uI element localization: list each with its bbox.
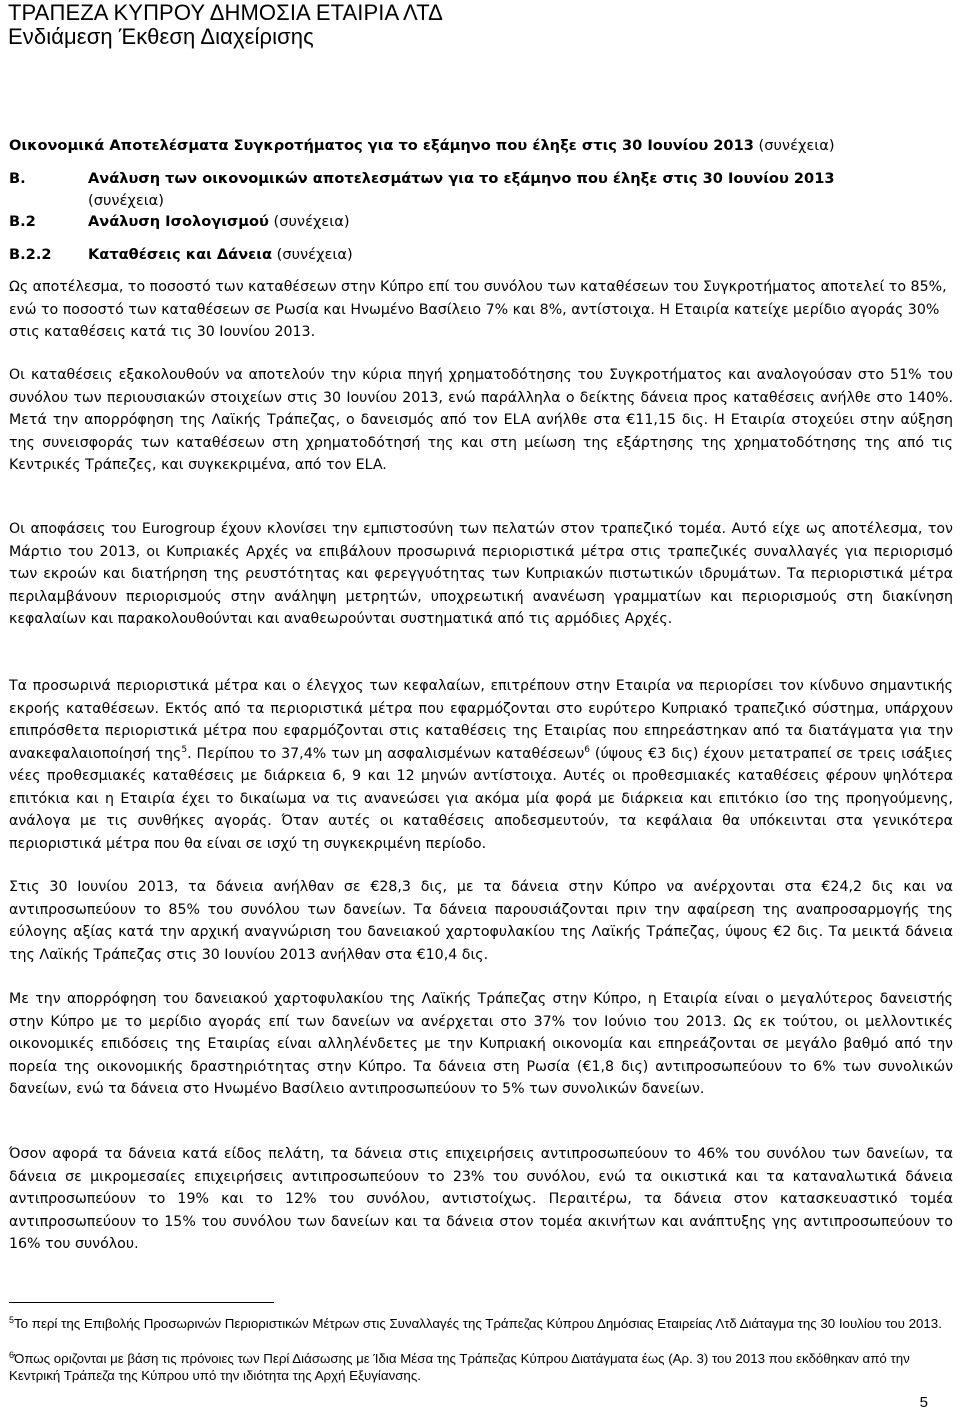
footnote-6 — [9, 1350, 949, 1385]
p4-text-b: . Περίπου το 37,4% των μη ασφαλισμένων καταθέσεων — [187, 745, 585, 762]
section-b2-number: Β.2 — [9, 213, 36, 230]
section-b-heading — [0, 168, 960, 212]
section-b2-continued: (συνέχεια) — [268, 213, 350, 230]
section-b22-title: Καταθέσεις και Δάνεια — [88, 246, 272, 263]
section-b-number: Β. — [9, 170, 26, 187]
p4-text-a: Τα προσωρινά περιοριστικά μέτρα και ο έλεγχος των κεφαλαίων, επιτρέπουν στην Εταιρία να περιορίσει τον κίνδυνο σημαντικής εκροής καταθέσεων. Εκτός από τα περιοριστικά μέτρα που εφαρμόζονται στο ευρύτερο Κυπριακό τραπεζικό σύστημα, υπάρχουν επιπρόσθετα περιοριστικά μέτρα που εφαρμόζονται στις καταθέσεις της Εταιρίας που επηρεάστηκαν από τα διατάγματα για την ανακεφαλαιοποίησή της — [9, 678, 953, 762]
footnote-5 — [9, 1315, 949, 1332]
footnote-5-number: 5 — [9, 1315, 15, 1325]
main-title-suffix: (συνέχεια) — [753, 137, 835, 154]
footnote-6-number: 6 — [9, 1350, 15, 1360]
header-report-title: Ενδιάμεση Έκθεση Διαχείρισης — [8, 24, 314, 49]
paragraph-deposits-share: Ως αποτέλεσμα, το ποσοστό των καταθέσεων στην Κύπρο επί του συνόλου των καταθέσεων του Συγκροτήματος αποτελεί το 85%, ενώ το ποσοστό των καταθέσεων σε Ρωσία και Ηνωμένο Βασίλειο 7% και 8%, αντίστοιχα. Η Εταιρία κατείχε μερίδιο αγοράς 30% στις καταθέσεις κατά τις 30 Ιουνίου 2013. — [9, 279, 947, 340]
paragraph-deposits-funding: Οι καταθέσεις εξακολουθούν να αποτελούν την κύρια πηγή χρηματοδότησης του Συγκροτήματος και αναλογούσαν στο 51% του συνόλου των περιουσιακών στοιχείων στις 30 Ιουνίου 2013, ενώ παράλληλα ο δείκτης δάνεια προς καταθέσεις ανήλθε στο 140%. Μετά την απορρόφηση της Λαϊκής Τράπεζας, ο δανεισμός από τον ELA ανήλθε στα €11,15 δις. Η Εταιρία στοχεύει στην αύξηση της συνεισφοράς των καταθέσεων στη χρηματοδότησή της και στη μείωση της εξάρτησης της χρηματοδότησης της από τις Κεντρικές Τράπεζες, και συγκεκριμένα, από τον ELA. — [9, 367, 953, 473]
section-b22-number: Β.2.2 — [9, 246, 52, 263]
section-b-title: Ανάλυση των οικονομικών αποτελεσμάτων για το εξάμηνο που έληξε στις 30 Ιουνίου 2013 — [88, 170, 835, 187]
section-b2-heading — [0, 211, 960, 233]
paragraph-restrictive-measures — [9, 675, 953, 855]
page-number: 5 — [919, 1394, 928, 1411]
footnote-ref-5: 5 — [181, 744, 188, 755]
section-b-continued: (συνέχεια) — [88, 192, 164, 209]
section-main-title — [9, 135, 835, 157]
footnote-6-text: Όπως οριζονται με βάση τις πρόνοιες των Περί Διάσωσης με Ίδια Μέσα της Τράπεζας Κύπρου Διατάγματα έως (Αρ. 3) του 2013 που εκδόθηκαν από την Κεντρική Τράπεζα της Κύπρου υπό την ιδιότητα της Αρχή Εξυγίανσης. — [9, 1351, 910, 1384]
footnote-ref-6: 6 — [584, 744, 591, 755]
main-title-bold: Οικονομικά Αποτελέσματα Συγκροτήματος για το εξάμηνο που έληξε στις 30 Ιουνίου 2013 — [9, 137, 754, 154]
paragraph-loan-portfolio: Με την απορρόφηση του δανειακού χαρτοφυλακίου της Λαϊκής Τράπεζας στην Κύπρο, η Εταιρία είναι ο μεγαλύτερος δανειστής στην Κύπρο με το μερίδιο αγοράς επί των δανείων να ανέρχεται στο 37% τον Ιούνιο του 2013. Ως εκ τούτου, οι μελλοντικές οικονομικές επιδόσεις της Εταιρίας είναι αλληλένδετες με την Κυπριακή οικονομία και επηρεάζονται σε μεγάλο βαθμό από την πορεία της οικονομικής δραστηριότητας στην Κύπρο. Τα δάνεια στη Ρωσία (€1,8 δις) αντιπροσωπεύουν το 6% των συνολικών δανείων, ενώ τα δάνεια στο Ηνωμένο Βασίλειο αντιπροσωπεύουν το 5% των συνολικών δανείων. — [9, 991, 953, 1097]
paragraph-loans-total: Στις 30 Ιουνίου 2013, τα δάνεια ανήλθαν σε €28,3 δις, με τα δάνεια στην Κύπρο να ανέρχονται στα €24,2 δις και να αντιπροσωπεύουν το 85% του συνόλου των δανείων. Τα δάνεια παρουσιάζονται πριν την αφαίρεση της αναπροσαρμογής της εύλογης αξίας κατά την αρχική αναγνώριση του δανειακού χαρτοφυλακίου της Λαϊκής Τράπεζας, ύψους €2 δις. Τα μεικτά δάνεια της Λαϊκής Τράπεζας στις 30 Ιουνίου 2013 ανήλθαν στα €10,4 δις. — [9, 879, 953, 963]
section-b22-heading — [0, 244, 960, 266]
footnote-separator — [9, 1302, 274, 1303]
p4-text-c: (ύψους €3 δις) έχουν μετατραπεί σε τρεις ισάξιες νέες προθεσμιακές καταθέσεις με διάρκεια 6, 9 και 12 μηνών αντίστοιχα. Αυτές οι προθεσμιακές καταθέσεις φέρουν ψηλότερα επιτόκια και η Εταιρία έχει το δικαίωμα να τις ανανεώσει για ακόμα μία φορά με διάρκεια και επιτόκιο ίσο της προηγούμενης, ανάλογα με τις συνθήκες αγοράς. Όταν αυτές οι καταθέσεις αποδεσμευτούν, τα κεφάλαια θα υπόκεινται στα γενικότερα περιοριστικά μέτρα που θα είναι σε ισχύ τη συγκεκριμένη περίοδο. — [9, 745, 954, 852]
section-b2-title: Ανάλυση Ισολογισμού — [88, 213, 269, 230]
footnote-5-text: Το περί της Επιβολής Προσωρινών Περιοριστικών Μέτρων στις Συναλλαγές της Τράπεζας Κύπρου Δημόσιας Εταιρείας Λτδ Διάταγμα της 30 Ιουλίου του 2013. — [14, 1316, 942, 1331]
paragraph-loans-by-type: Όσον αφορά τα δάνεια κατά είδος πελάτη, τα δάνεια στις επιχειρήσεις αντιπροσωπεύουν το 46% του συνόλου των δανείων, τα δάνεια σε μικρομεσαίες επιχειρήσεις αντιπροσωπεύουν το 23% του συνόλου, ενώ τα οικιστικά και τα καταναλωτικά δάνεια αντιπροσωπεύουν το 19% και το 12% του συνόλου, αντιστοίχως. Περαιτέρω, τα δάνεια στον κατασκευαστικό τομέα αντιπροσωπεύουν το 15% του συνόλου των δανείων και τα δάνεια στον τομέα ακινήτων και ανάπτυξης γης αντιπροσωπεύουν το 16% του συνόλου. — [9, 1146, 953, 1252]
header-company-name: ΤΡΑΠΕΖΑ ΚΥΠΡΟΥ ΔΗΜΟΣΙΑ ΕΤΑΙΡΙΑ ΛΤΔ — [8, 0, 443, 25]
section-b22-continued: (συνέχεια) — [272, 246, 353, 263]
paragraph-eurogroup: Οι αποφάσεις του Eurogroup έχουν κλονίσει την εμπιστοσύνη των πελατών στον τραπεζικό τομέα. Αυτό είχε ως αποτέλεσμα, τον Μάρτιο του 2013, οι Κυπριακές Αρχές να επιβάλουν προσωρινά περιοριστικά μέτρα στις τραπεζικές συναλλαγές για περιορισμό των εκροών και διατήρηση της ρευστότητας και φερεγγυότητας των Κυπριακών πιστωτικών ιδρυμάτων. Τα περιοριστικά μέτρα περιλαμβάνουν περιορισμούς στην ανάληψη μετρητών, υποχρεωτική ανανέωση γραμματίων και περιορισμούς στη διακίνηση κεφαλαίων και παρακολουθούνται και αναθεωρούνται συστηματικά από τις αρμόδιες Αρχές. — [9, 521, 953, 627]
